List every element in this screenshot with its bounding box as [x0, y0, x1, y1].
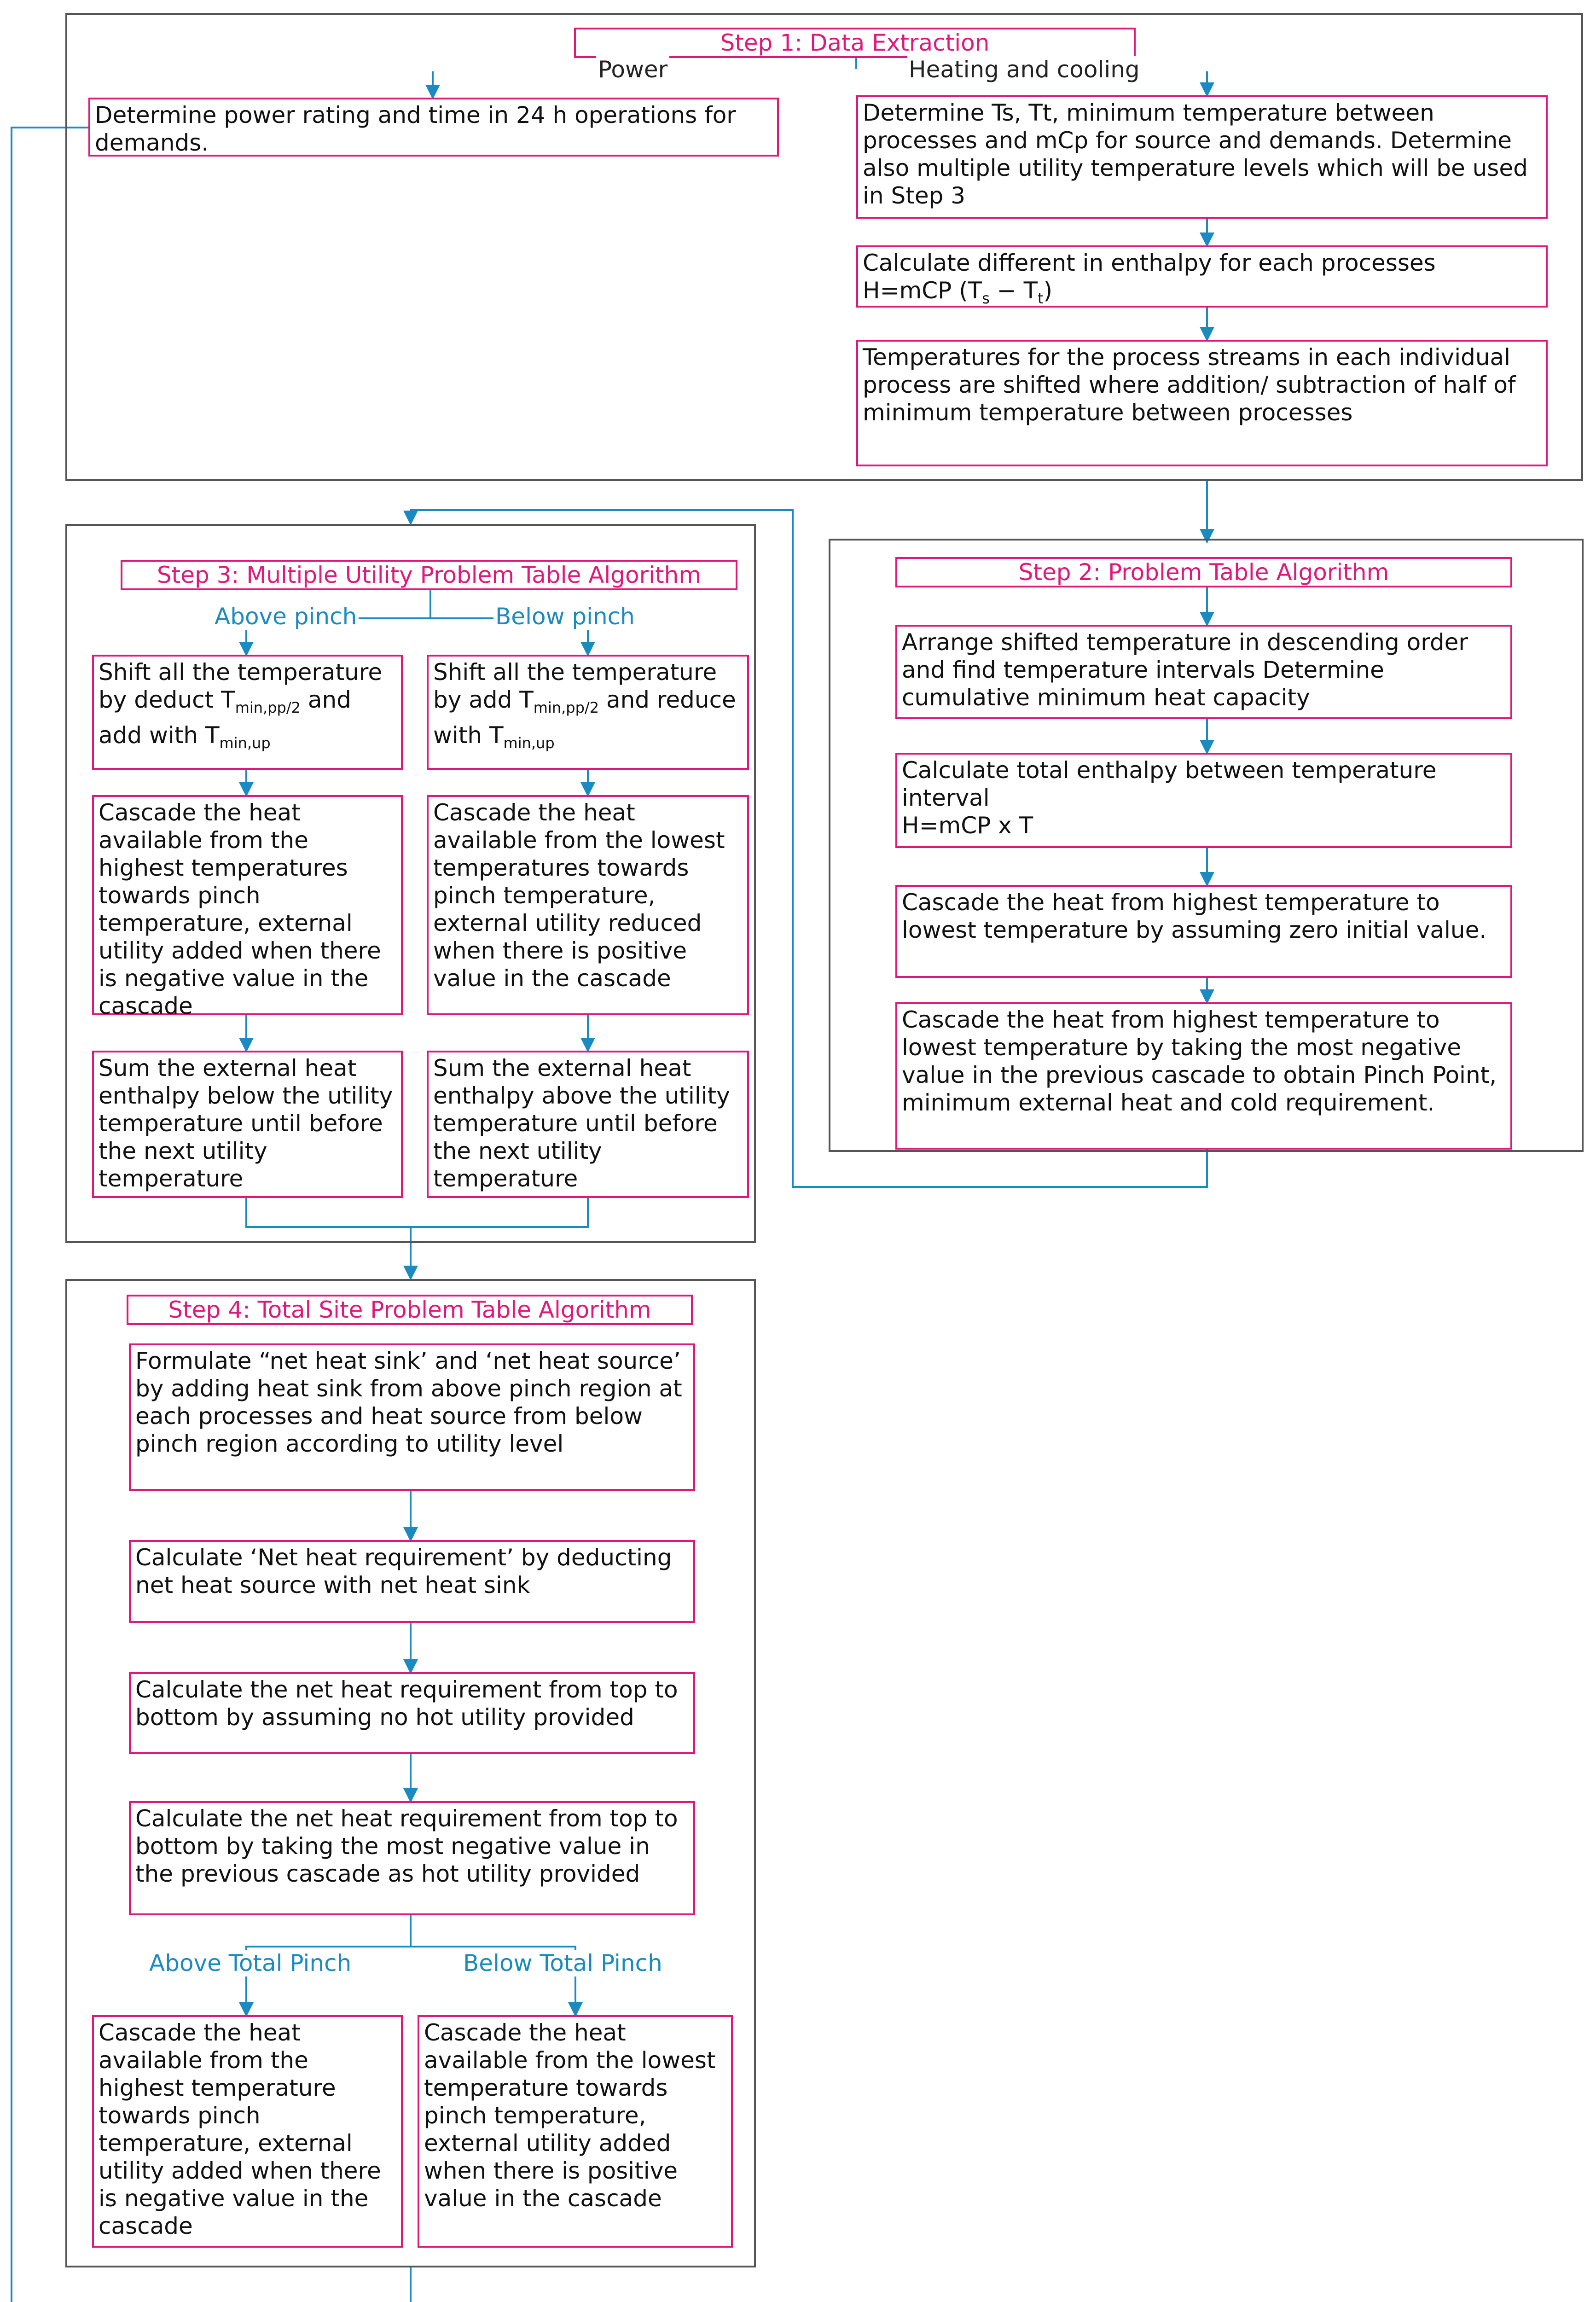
- step4-net-heat-box: Calculate ‘Net heat requirement’ by deducting net heat source with net heat sink: [129, 1540, 695, 1623]
- step2-enthalpy-line1: Calculate total enthalpy between temperature interval: [902, 757, 1437, 811]
- step2-arrange-box: Arrange shifted temperature in descending order and find temperature intervals Determine cumulative minimum heat capacity: [895, 625, 1512, 719]
- step1-enthalpy-formula: H=mCP $(T_s - T_t)$: [863, 277, 1053, 307]
- step2-title: Step 2: Problem Table Algorithm: [895, 557, 1512, 587]
- step4-title: Step 4: Total Site Problem Table Algorithm: [127, 1295, 693, 1325]
- step2-cascade-zero-box: Cascade the heat from highest temperature to lowest temperature by assuming zero initial value.: [895, 885, 1512, 978]
- power-rating-box: Determine power rating and time in 24 h operations for demands.: [88, 98, 779, 157]
- heating-cooling-label: Heating and cooling: [907, 56, 1142, 83]
- step2-cascade-negative-box: Cascade the heat from highest temperature to lowest temperature by taking the most negative value in the previous cascade to obtain Pinch Point, minimum external heat and cold requirement.: [895, 1002, 1512, 1150]
- step4-left-cascade-box: Cascade the heat available from the highest temperature towards pinch temperature, external utility added when there is negative value in the cascade: [92, 2015, 403, 2248]
- step1-shift-box: Temperatures for the process streams in each individual process are shifted where addition/ subtraction of half of minimum temperature between processes: [856, 340, 1548, 466]
- step4-above-total-pinch-label: Above Total Pinch: [147, 1950, 353, 1976]
- step1-determine-box: Determine Ts, Tt, minimum temperature between processes and mCp for source and demands. Determine also multiple utility temperature levels which will be used in Step 3: [856, 95, 1548, 219]
- step3-right-shift-box: Shift all the temperature by add $T_{min,pp/2}$ and reduce with $T_{min,up}$: [427, 655, 749, 770]
- step1-title: Step 1: Data Extraction: [574, 28, 1136, 58]
- step4-formulate-box: Formulate “net heat sink’ and ‘net heat source’ by adding heat sink from above pinch region at each processes and heat source from below pinch region according to utility level: [129, 1343, 695, 1491]
- step3-below-pinch-label: Below pinch: [493, 603, 637, 630]
- step3-above-pinch-label: Above pinch: [213, 603, 359, 630]
- step3-right-sum-box: Sum the external heat enthalpy above the utility temperature until before the next utility temperature: [427, 1051, 749, 1198]
- step2-enthalpy-formula: H=mCP x T: [902, 812, 1033, 839]
- step3-left-cascade-box: Cascade the heat available from the highest temperatures towards pinch temperature, external utility added when there is negative value in the cascade: [92, 795, 403, 1015]
- step3-right-cascade-box: Cascade the heat available from the lowest temperatures towards pinch temperature, external utility reduced when there is positive value in the cascade: [427, 795, 749, 1015]
- step4-no-hot-utility-box: Calculate the net heat requirement from top to bottom by assuming no hot utility provided: [129, 1672, 695, 1754]
- step3-title: Step 3: Multiple Utility Problem Table Algorithm: [121, 560, 737, 590]
- step1-enthalpy-line1: Calculate different in enthalpy for each processes: [863, 250, 1436, 276]
- step2-enthalpy-box: [895, 753, 1512, 848]
- step3-left-sum-box: Sum the external heat enthalpy below the utility temperature until before the next utility temperature: [92, 1051, 403, 1198]
- step4-below-total-pinch-label: Below Total Pinch: [461, 1950, 664, 1976]
- step1-enthalpy-box: [856, 245, 1548, 308]
- step4-right-cascade-box: Cascade the heat available from the lowest temperature towards pinch temperature, external utility added when there is positive value in the cascade: [418, 2015, 733, 2248]
- step3-left-shift-box: Shift all the temperature by deduct $T_{min,pp/2}$ and add with $T_{min,up}$: [92, 655, 403, 770]
- power-label: Power: [596, 56, 669, 83]
- step4-most-negative-box: Calculate the net heat requirement from top to bottom by taking the most negative value in the previous cascade as hot utility provided: [129, 1801, 695, 1915]
